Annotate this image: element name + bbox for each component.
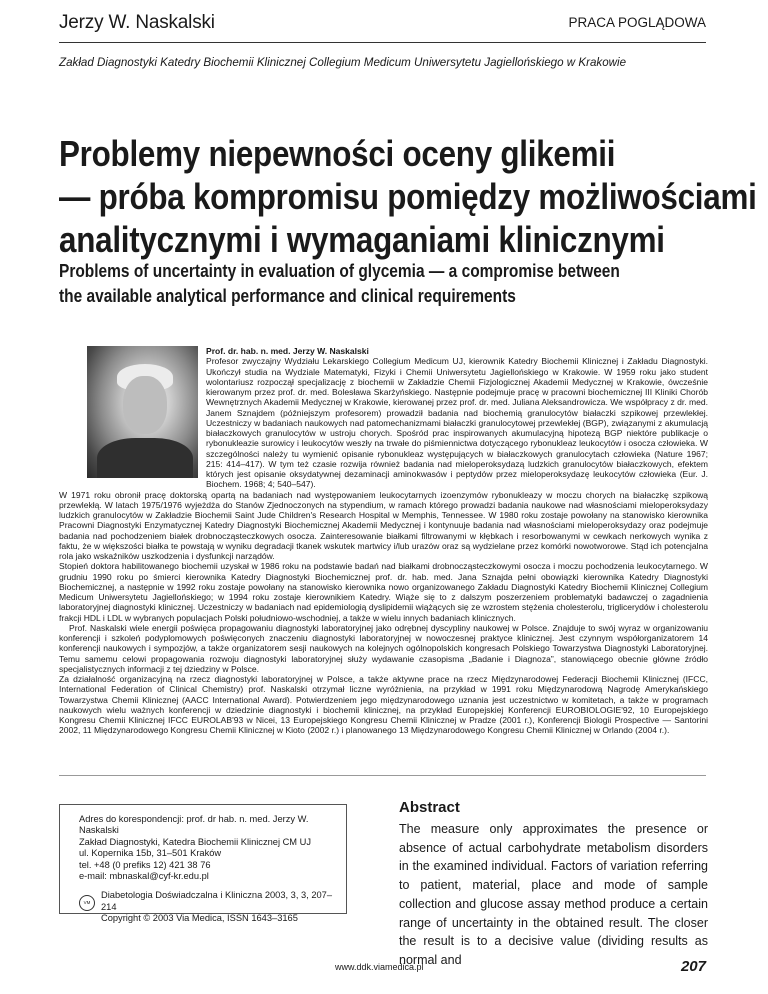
- bio-paragraph: Prof. Naskalski wiele energii poświęca propagowaniu diagnostyki laboratoryjnej jako odrębnej dyscypliny naukowej w Polsce. Znajduje to swój wyraz w organizowaniu konferencji i szkoleń podyplomowych poświęconych znaczeniu diagnostyki laboratoryjnej w nowoczesnej praktyce klinicznej. Jest czynnym współorganizatorem 14 konferencji naukowych i sympozjów, a także organizatorem sesji naukowych na kolejnych ogólnopolskich kongresach Polskiego Towarzystwa Diagnostyki Laboratoryjnej. Temu samemu celowi propagowania rozwoju diagnostyki laboratoryjnej służy wydawanie czasopisma „Badanie i Diagnoza”, stanowiącego obecnie główne źródło specjalistycznych informacji z tej dziedziny w Polsce.: [59, 622, 708, 674]
- subtitle-line: Problems of uncertainty in evaluation of glycemia — a compromise between: [59, 261, 620, 281]
- correspondence-box: [59, 804, 347, 924]
- bio-author-name: Prof. dr. hab. n. med. Jerzy W. Naskalski: [206, 346, 369, 356]
- subtitle-line: the available analytical performance and clinical requirements: [59, 286, 516, 306]
- corr-line: ul. Kopernika 15b, 31–501 Kraków: [79, 848, 222, 859]
- title-line: analitycznymi i wymaganiami klinicznymi: [59, 219, 665, 260]
- bio-paragraph: Za działalność organizacyjną na rzecz diagnostyki laboratoryjnej w Polsce, a także aktywne prace na rzecz Międzynarodowej Federacji Biochemii Klinicznej (IFCC, International Federation of Clinical Chemistry) prof. Naskalski otrzymał liczne wyróżnienia, na przykład w 1991 roku Międzynarodową Nagrodę Amerykańskiego Towarzystwa Chemii Klinicznej (AACC International Award). Potwierdzeniem jego międzynarodowego uznania jest uczestnictwo w komitetach, a także w programach naukowych wielu ważnych konferencji w dziedzinie diagnostyki i biochemii klinicznej, na przykład Europejskiej Konferencji EUROBIOLOGIE'92, 10 Europejskiego Kongresu Chemii Klinicznej IFCC EUROLAB'93 w Nicei, 13 Europejskiego Kongresu Chemii Klinicznej w Pradze (2001 r.), Konferencji Biologii Prospective — Santorini 2002, 11 Międzynarodowego Kongresu Chemii Klinicznej w Kioto (2002 r.) i planowanego 13 Międzynarodowego Kongresu Chemii Klinicznej w Orlando (2004 r.).: [59, 674, 708, 736]
- journal-line: Diabetologia Doświadczalna i Kliniczna 2003, 3, 3, 207–214: [101, 890, 333, 912]
- corr-email: e-mail: mbnaskal@cyf-kr.edu.pl: [79, 871, 209, 882]
- photo-suit: [97, 438, 193, 478]
- author-photo: [87, 346, 198, 478]
- article-type: PRACA POGLĄDOWA: [568, 15, 706, 30]
- footer-url[interactable]: www.ddk.viamedica.pl: [335, 962, 424, 972]
- photo-face: [123, 376, 167, 434]
- running-header-author: Jerzy W. Naskalski: [59, 12, 215, 33]
- title-line: — próba kompromisu pomiędzy możliwościami: [59, 176, 757, 217]
- corr-line: tel. +48 (0 prefiks 12) 421 38 76: [79, 859, 211, 870]
- article-title: [59, 132, 757, 261]
- corr-line: Zakład Diagnostyki, Katedra Biochemii Klinicznej CM UJ: [79, 836, 311, 847]
- abstract-text: The measure only approximates the presence or absence of actual carbohydrate metabolism disorders in the examined individual. Factors of variation referring to patient, material, place and mode of sample collection and glucose assay method produce a certain range of uncertainty in the obtained result. The closer the result is to a decisive value (dividing results as normal and: [399, 822, 708, 967]
- abstract-heading: Abstract: [399, 799, 460, 816]
- copyright-line: Copyright © 2003 Via Medica, ISSN 1643–3165: [101, 913, 298, 924]
- publisher-logo-icon: VM: [79, 895, 95, 911]
- affiliation: Zakład Diagnostyki Katedry Biochemii Klinicznej Collegium Medicum Uniwersytetu Jagiellońskiego w Krakowie: [59, 56, 627, 69]
- header-rule: [59, 42, 706, 43]
- journal-citation: [79, 890, 336, 924]
- section-rule: [59, 775, 706, 776]
- article-subtitle: [59, 259, 678, 309]
- title-line: Problemy niepewności oceny glikemii: [59, 133, 616, 174]
- bio-paragraph: Profesor zwyczajny Wydziału Lekarskiego Collegium Medicum UJ, kierownik Katedry Biochemii Klinicznej i Zakładu Diagnostyki. Ukończył studia na Wydziale Matematyki, Fizyki i Chemii Uniwersytetu Jagiellońskiego w Krakowie. W 1959 roku jako student wolontariusz rozpoczął specjalizację z biochemii w Zakładzie Chemii Fizjologicznej Akademii Medycznej w Krakowie, ówcześnie kierowanym przez prof. dr. med. Bolesława Skarżyńskiego. Następnie podejmuje pracę w pracowni biochemicznej III Kliniki Chorób Wewnętrznych Akademii Medycznej w Krakowie, kierowanej przez prof. dr. med. Juliana Aleksandrowicza. We współpracy z dr. med. Janem Sznajdem (późniejszym profesorem) prowadził badania nad biochemią granulocytów białaczki szpikowej przewlekłej. Uczestniczy w badaniach naukowych nad patomechanizmami białaczki granulocytowej przewlekłej (BGP), związanymi z akumulacją białaczkowych granulocytów w ustroju chorych. Spośród prac inspirowanych akumulacyjną hipotezą BGP niektóre publikacje o rybonukleazie surowicy i leukocytów weszły na trwałe do piśmiennictwa dotyczącego rybonukleaz leukocytów i osocza człowieka. W szczególności należy tu wymienić opisanie rybonukleaz występujących w białaczkowych granulocytach człowieka (Nature 1967; 215: 414–417). W tym też czasie rozwija również badania nad mieloperoksydazą ludzkich granulocytów białaczkowych, efektem których jest opisanie oksydatywnej dezaminacji aminokwasów i peptydów przez mieloperoksydazę leukocytów człowieka (Eur. J. Biochem. 1968; 4; 540–547).: [206, 356, 708, 490]
- bio-paragraph: W 1971 roku obronił pracę doktorską opartą na badaniach nad występowaniem leukocytarnych izoenzymów rybonukleazy w moczu chorych na białaczkę szpikową przewlekłą. W latach 1975/1976 wyjeżdża do Stanów Zjednoczonych na stypendium, w ramach którego prowadzi badania naukowe nad własnościami mieloperoksydazy ludzkich granulocytów w Zakładzie Biochemii Saint Jude Children's Research Hospital w Memphis, Tennessee. W 1980 roku zostaje powołany na stanowisko kierownika Pracowni Diagnostyki Enzymatycznej Katedry Diagnostyki Biochemicznej Akademii Medycznej i kontynuuje badania nad własnościami mieloperoksydazy oraz podejmuje badania nad pochodzeniem białek drobnocząsteczkowych osocza. Zainteresowanie białkami filtrowanymi w kłębkach i resorbowanymi w cewkach nerkowych wynika z faktu, że w większości białka te powstają w wyniku degradacji tkanek wskutek martwicy i/lub urazów oraz są wydzielane przez komórki nowotworowe. Stąd ich potencjalna rola jako wskaźników uszkodzenia i dysfunkcji narządów.: [59, 489, 708, 561]
- bio-paragraph: Stopień doktora habilitowanego biochemii uzyskał w 1986 roku na podstawie badań nad białkami drobnocząsteczkowymi osocza i moczu pochodzenia leukocytarnego. W grudniu 1990 roku po śmierci kierownika Katedry Diagnostyki Biochemicznej prof. dr. hab. med. Jana Sznajda pełni obowiązki kierownika Katedry Diagnostyki Biochemicznej, a następnie w 1992 roku zostaje powołany na stanowisko kierownika nowo organizowanego Zakładu Diagnostyki Katedry Biochemii Klinicznej Collegium Medicum Uniwersytetu Jagiellońskiego; w 1994 roku zostaje kierownikiem Katedry. Wiąże się to z dalszym poszerzeniem problematyki badawczej o zagadnienia laboratoryjnej diagnostyki klinicznej. Uczestniczy w badaniach nad epidemiologią dyslipidemii wiążących się ze wzrostem stężenia cholesterolu, triglicerydów i cholesterolu frakcji HDL i LDL w wybranych populacjach Polski południowo-wschodniej, a także w wielu innych badaniach klinicznych.: [59, 561, 708, 623]
- corr-line: Adres do korespondencji: prof. dr hab. n. med. Jerzy W. Naskalski: [79, 814, 309, 836]
- page-number: 207: [680, 958, 706, 975]
